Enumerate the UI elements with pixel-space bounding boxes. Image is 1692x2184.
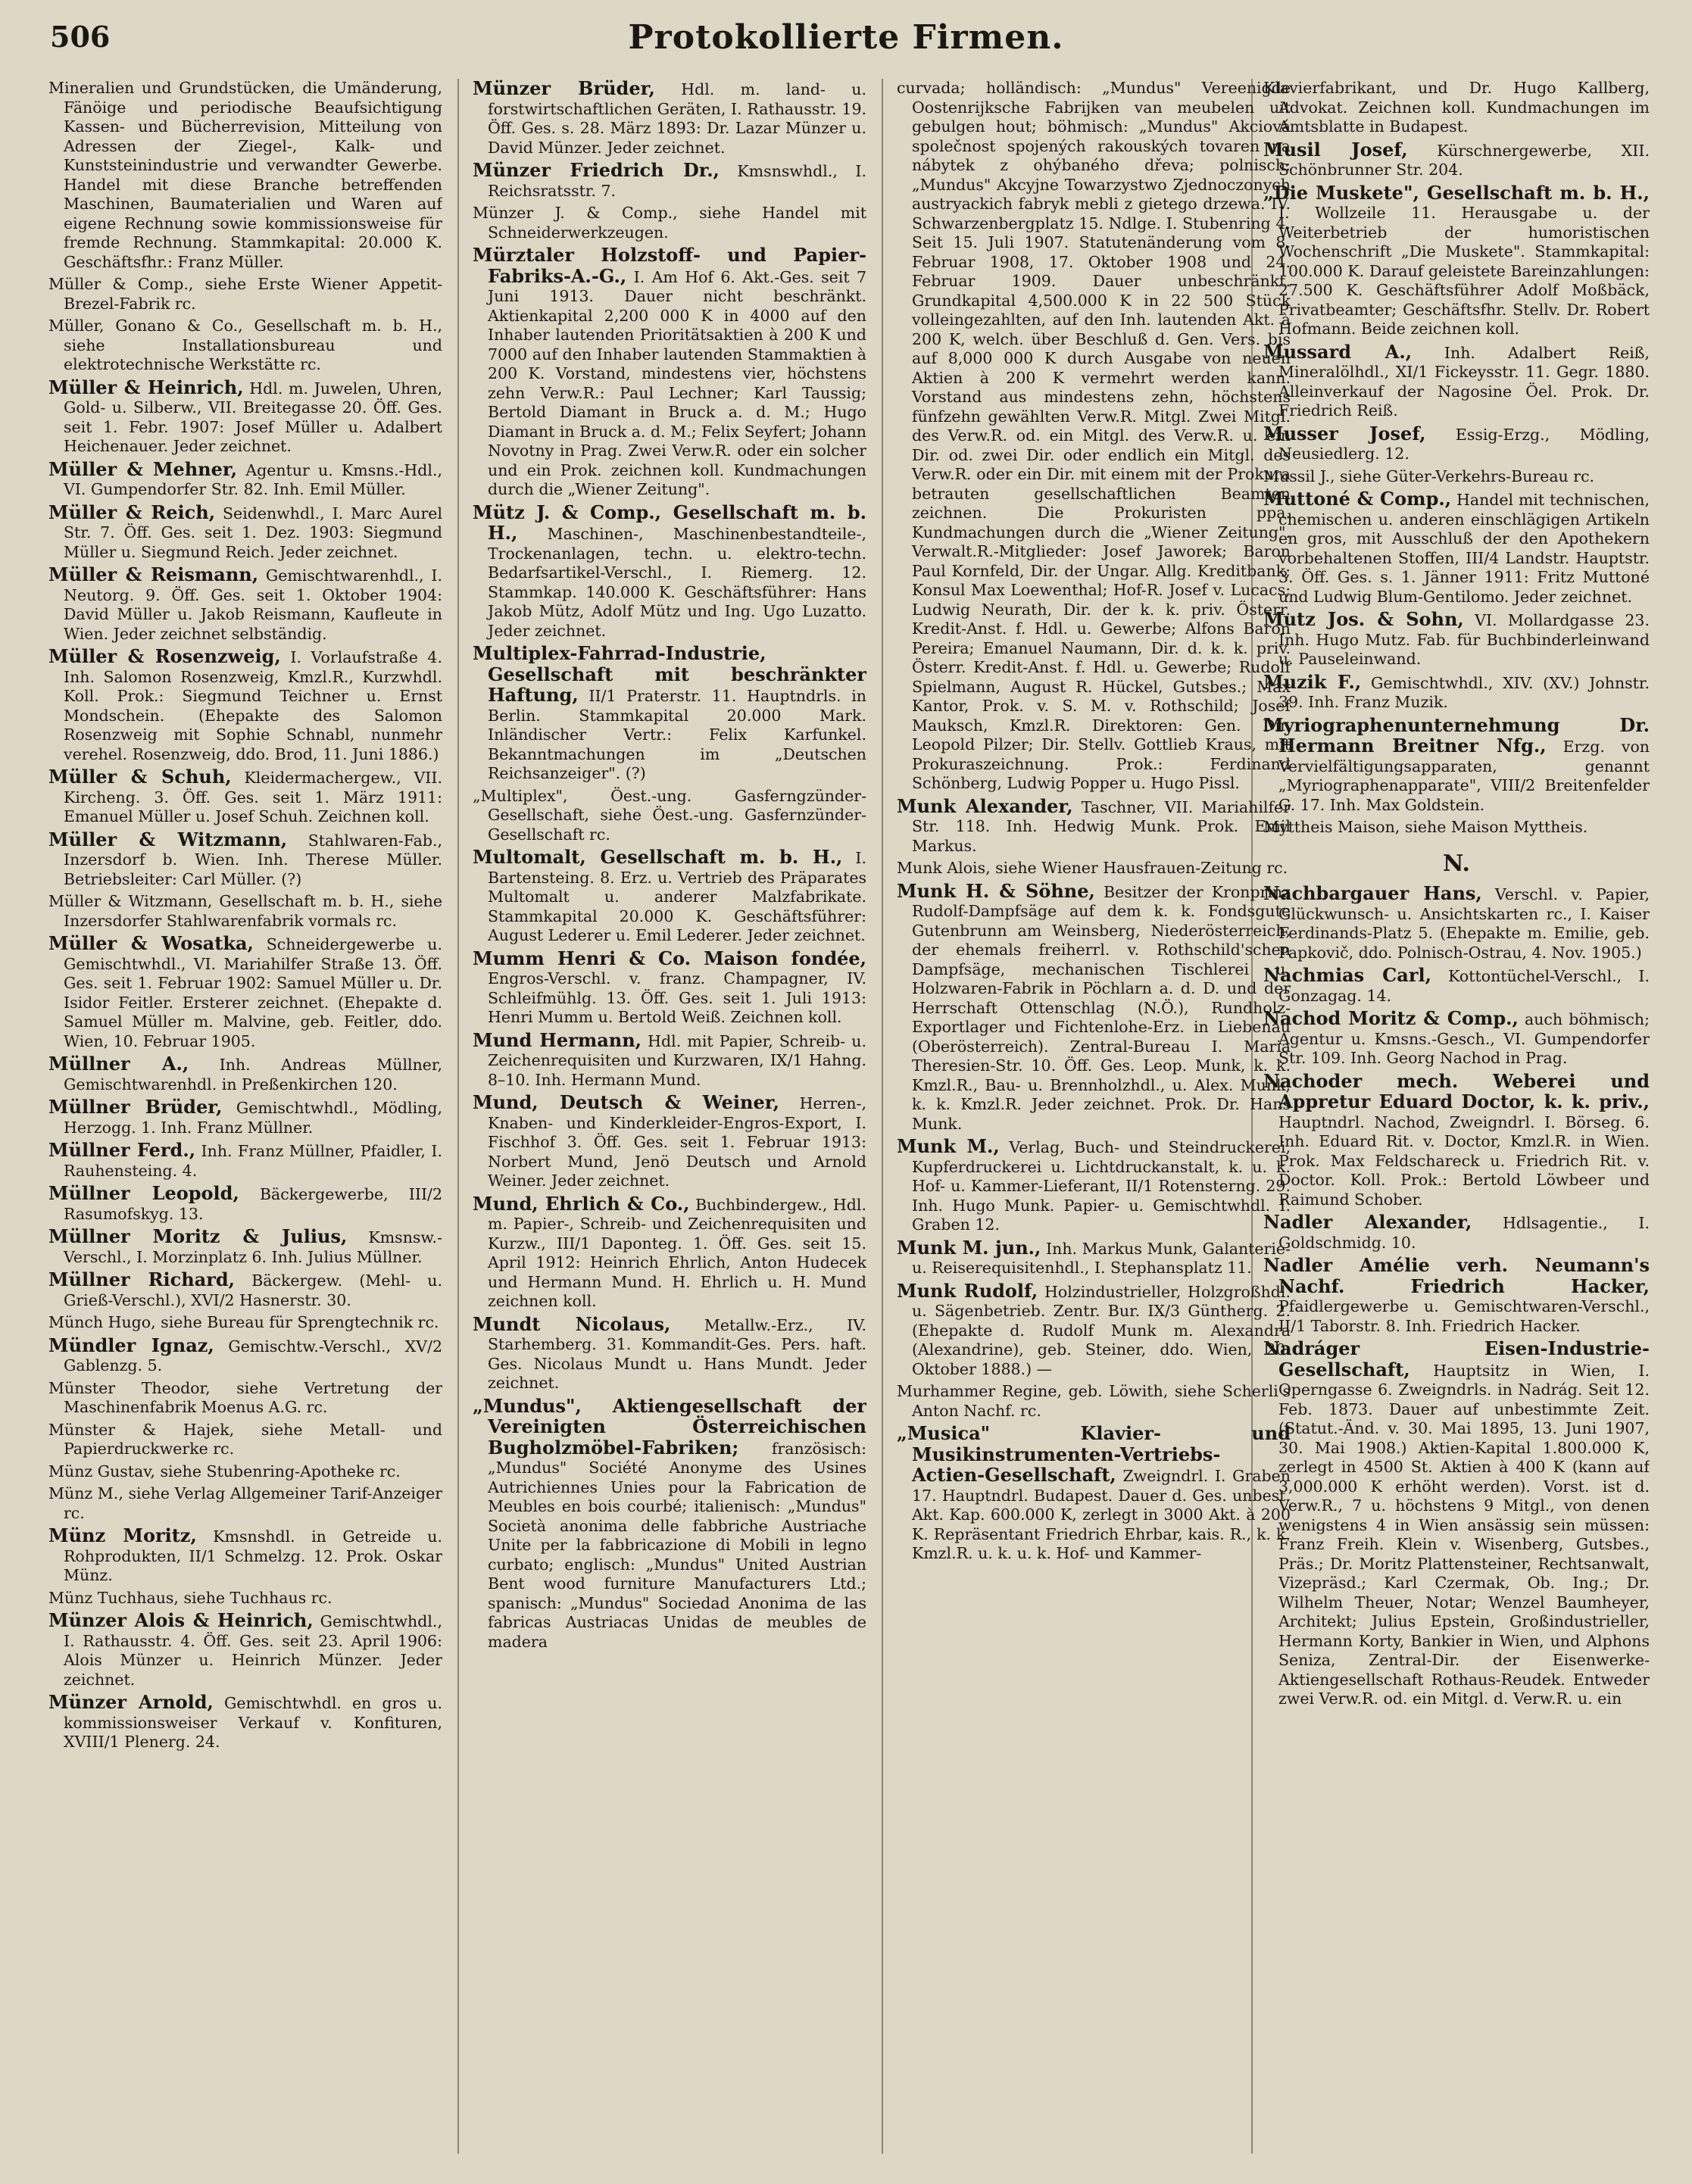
column-divider — [457, 79, 459, 2154]
firm-name: Muttoné & Comp., — [1263, 488, 1452, 510]
directory-entry — [48, 378, 442, 457]
directory-entry — [897, 881, 1291, 1134]
firm-name: Multiplex-Fahrrad-Industrie, Gesellschaft mit beschränkter Haftung, — [473, 642, 866, 706]
firm-name: Munk M., — [897, 1135, 1000, 1157]
entry-text: Mineralien und Grundstücken, die Umänderung, Fänöige und periodische Beaufsichtigung Kassen- und Bücherrevision, Mitteilung von Adressen der Ziegel-, Kalk- und Kunststeinindustrie und verwandter Gewerbe. Handel mit diese Branche betreffenden Maschinen, Baumaterialien und Waren auf eigene Rechnung sowie kommissionsweise für fremde Rechnung. Stammkapital: 20.000 K. Geschäftsfhr.: Franz Müller. — [48, 79, 442, 271]
entry-text: Engros-Verschl. v. franz. Champagner, IV. Schleifmühlg. 13. Öff. Ges. seit 1. Juli 1913: Henri Mumm u. Bertold Weiß. Zeichnen koll. — [488, 969, 866, 1026]
entry-text: Hauptndrl. Nachod, Zweigndrl. I. Börseg. 6. Inh. Eduard Rit. v. Doctor, Kmzl.R. in Wien. Prok. Max Feldschareck u. Friedrich Rit. v. Doctor. Koll. Prok.: Bertold Löwbeer und Raimund Schober. — [1278, 1112, 1650, 1209]
directory-entry — [48, 1421, 442, 1459]
directory-entry — [1263, 342, 1650, 421]
directory-entry — [1263, 966, 1650, 1006]
entry-text: Verlag, Buch- und Steindruckerei, Kupferdruckerei u. Lichtdruckanstalt, k. u. k. Hof- u. Kammer-Lieferant, II/1 Rotensterng. 29. Inh. Hugo Munk. Papier- u. Gemischtwhdl. I. Graben 12. — [912, 1138, 1291, 1234]
entry-text: Munk Alois, siehe Wiener Hausfrauen-Zeitung rc. — [897, 859, 1288, 877]
directory-entry — [1263, 424, 1650, 464]
directory-entry — [473, 204, 866, 242]
directory-entry — [473, 1396, 866, 1652]
entry-text: Müller & Witzmann, Gesellschaft m. b. H., siehe Inzersdorfer Stahlwarenfabrik vormals rc. — [48, 892, 442, 930]
firm-name: Müllner Moritz & Julius, — [48, 1225, 348, 1247]
entry-text: Murhammer Regine, geb. Löwith, siehe Scherli's Anton Nachf. rc. — [897, 1382, 1291, 1420]
entry-text: Hdl. m. Juwelen, Uhren, Gold- u. Silberw., VII. Breitegasse 20. Öff. Ges. seit 1. Febr. 1907: Josef Müller u. Adalbert Heichenauer. Jeder zeichnet. — [64, 379, 442, 455]
page-title: Protokollierte Firmen. — [628, 18, 1064, 57]
firm-name: Mund, Deutsch & Weiner, — [473, 1091, 780, 1113]
firm-name: „Mundus", Aktiengesellschaft der Vereinigten Österreichischen Bugholzmöbel-Fabriken; — [473, 1394, 866, 1459]
entry-text: Münz Tuchhaus, siehe Tuchhaus rc. — [48, 1588, 332, 1607]
firm-name: Müller & Rosenzweig, — [48, 645, 281, 667]
entry-text: Pfaidlergewerbe u. Gemischtwaren-Verschl., II/1 Taborstr. 8. Inh. Friedrich Hacker. — [1278, 1297, 1650, 1335]
firm-name: Mutz Jos. & Sohn, — [1263, 608, 1464, 630]
directory-entry — [48, 830, 442, 890]
directory-entry — [48, 1313, 442, 1333]
firm-name: Myriographenunternehmung Dr. Hermann Breitner Nfg., — [1263, 713, 1650, 757]
directory-entry — [473, 1194, 866, 1312]
entry-text: Münz Gustav, siehe Stubenring-Apotheke rc. — [48, 1462, 401, 1480]
directory-entry — [473, 79, 866, 158]
directory-entry — [48, 647, 442, 764]
firm-name: Münzer Arnold, — [48, 1691, 214, 1713]
firm-name: Mundt Nicolaus, — [473, 1312, 671, 1335]
entry-text: Gemischtwhdl. en gros u. kommissionsweiser Verkauf v. Konfituren, XVIII/1 Plenerg. 24. — [64, 1694, 442, 1751]
directory-entry — [1263, 467, 1650, 487]
firm-name: Mürztaler Holzstoff- und Papier-Fabriks-A.-G., — [473, 244, 866, 287]
directory-entry — [1263, 713, 1650, 816]
directory-entry — [48, 79, 442, 272]
entry-text: Münster Theodor, siehe Vertretung der Maschinenfabrik Moenus A.G. rc. — [48, 1378, 442, 1416]
directory-entry — [1263, 1339, 1650, 1709]
entry-text: Klavierfabrikant, und Dr. Hugo Kallberg, Advokat. Zeichnen koll. Kundmachungen im Amtsblatte in Budapest. — [1263, 79, 1650, 136]
entry-text: Müller, Gonano & Co., Gesellschaft m. b. H., siehe Installationsbureau und elektrotechnische Werkstätte rc. — [48, 317, 442, 373]
entry-text: Kottontüchel-Verschl., I. Gonzagag. 14. — [1278, 967, 1650, 1005]
directory-entry — [48, 457, 442, 500]
directory-entry — [897, 79, 1291, 794]
directory-entry — [1263, 140, 1650, 180]
directory-entry — [1263, 610, 1650, 669]
directory-entry — [473, 1093, 866, 1191]
entry-text: Buchbindergew., Hdl. m. Papier-, Schreib- und Zeichenrequisiten und Kurzw., III/1 Daponteg. 1. Öff. Ges. seit 15. April 1912: Heinrich Ehrlich, Anton Hudecek und Hermann Mund. H. Ehrlich u. H. Mund zeichnen koll. — [488, 1195, 866, 1310]
entry-text: Hdl. m. land- u. forstwirtschaftlichen Geräten, I. Rathausstr. 19. Öff. Ges. s. 28. März 1893: Dr. Lazar Münzer u. David Münzer. Jeder zeichnet. — [488, 80, 866, 157]
entry-text: Münzer J. & Comp., siehe Handel mit Schneiderwerkzeugen. — [473, 204, 866, 242]
firm-name: Müllner Richard, — [48, 1268, 236, 1290]
directory-entry — [1263, 79, 1650, 137]
entry-text: Kleidermachergew., VII. Kircheng. 3. Öff. Ges. seit 1. März 1911: Emanuel Müller u. Josef Schuh. Zeichnen koll. — [64, 769, 442, 825]
entry-text: Gemischtwarenhdl., I. Neutorg. 9. Öff. Ges. seit 1. Oktober 1904: David Müller u. Jakob Reismann, Kaufleute in Wien. Jeder zeichnet selbständig. — [64, 566, 442, 643]
section-heading: N. — [1443, 850, 1470, 877]
directory-entry — [897, 794, 1291, 856]
entry-text: Herren-, Knaben- und Kinderkleider-Engros-Export, I. Fischhof 3. Öff. Ges. seit 1. Februar 1913: Norbert Mund, Jenö Deutsch und Arnold Weiner. Jeder zeichnet. — [488, 1094, 866, 1190]
entry-text: Hdlsagentie., I. Goldschmidg. 10. — [1278, 1214, 1650, 1252]
entry-text: I. Bartensteing. 8. Erz. u. Vertrieb des Präparates Multomalt u. anderer Malzfabrikate. Stammkapital 20.000 K. Geschäftsführer: August Lederer u. Emil Lederer. Jeder zeichnet. — [488, 849, 866, 944]
firm-name: Münzer Friedrich Dr., — [473, 159, 720, 181]
directory-entry — [48, 1097, 442, 1137]
firm-name: Nachbargauer Hans, — [1263, 882, 1482, 904]
entry-text: Bäckergew. (Mehl- u. Grieß-Verschl.), XVI/2 Hasnerstr. 30. — [64, 1271, 442, 1309]
firm-name: Nachmias Carl, — [1263, 964, 1431, 986]
firm-name: Mund Hermann, — [473, 1028, 642, 1051]
firm-name: Munk M. jun., — [897, 1236, 1041, 1259]
directory-entry — [897, 1281, 1291, 1380]
directory-entry — [897, 1424, 1291, 1564]
firm-name: Müllner Leopold, — [48, 1182, 239, 1204]
firm-name: Mündler Ignaz, — [48, 1334, 214, 1356]
entry-text: französisch: „Mundus" Société Anonyme des Usines Autrichiennes Unies pour la Fabrication de Meubles en bois courbé; italienisch: „Mundus" Società anonima delle fabbriche Austriache Unite per la fabbricazione di Mobili in legno curbato; englisch: „Mundus" United Austrian Bent wood furniture Manufacturers Ltd.; spanisch: „Mundus" Sociedad Anonima de las fabricas Austriacas Unidas de meubles de madera — [488, 1439, 866, 1651]
directory-entry — [473, 503, 866, 641]
directory-entry — [1263, 672, 1650, 713]
directory-entry — [897, 859, 1291, 878]
entry-text: Bäckergewerbe, III/2 Rasumofskyg. 13. — [64, 1185, 442, 1223]
entry-text: Zweigndrl. I. Graben 17. Hauptndrl. Budapest. Dauer d. Ges. unbest. Akt. Kap. 600.000 K, zerlegt in 3000 Akt. à 200 K. Repräsentant Friedrich Ehrbar, kais. R., k. k. Kmzl.R. u. k. u. k. Hof- und Kammer- — [912, 1467, 1291, 1562]
entry-text: Taschner, VII. Mariahilfer Str. 118. Inh. Hedwig Munk. Prok. Emil Markus. — [912, 797, 1291, 855]
entry-text: Metallw.-Erz., IV. Starhemberg. 31. Kommandit-Ges. Pers. haft. Ges. Nicolaus Mundt u. Hans Mundt. Jeder zeichnet. — [488, 1315, 866, 1392]
firm-name: Mund, Ehrlich & Co., — [473, 1192, 690, 1215]
directory-entry — [473, 245, 866, 500]
entry-text: Handel mit technischen, chemischen u. anderen einschlägigen Artikeln en gros, mit Ausschluß der den Apothekern vorbehaltenen Stoffen, III/4 Landstr. Hauptstr. 3. Öff. Ges. s. 1. Jänner 1911: Fritz Muttoné und Ludwig Blum-Gentilomo. Jeder zeichnet. — [1278, 491, 1650, 606]
firm-name: Müllner Ferd., — [48, 1139, 196, 1161]
firm-name: Nadráger Eisen-Industrie-Gesellschaft, — [1263, 1337, 1650, 1381]
firm-name: Münzer Alois & Heinrich, — [48, 1609, 314, 1631]
directory-entry — [48, 1462, 442, 1482]
firm-name: Müllner A., — [48, 1053, 189, 1075]
entry-text: Schneidergewerbe u. Gemischtwhdl., VI. Mariahilfer Straße 13. Öff. Ges. seit 1. Februar 1902: Samuel Müller u. Dr. Isidor Feitler. Ersterer zeichnet. (Ehepakte d. Samuel Müller m. Malvine, geb. Feitler, ddo. Wien, 10. Februar 1905. — [64, 935, 442, 1050]
directory-entry — [1263, 489, 1650, 607]
directory-entry — [48, 317, 442, 375]
entry-text: Mussil J., siehe Güter-Verkehrs-Bureau rc. — [1263, 466, 1595, 485]
entry-text: Kürschnergewerbe, XII. Schönbrunner Str. 204. — [1278, 141, 1650, 179]
directory-entry — [1263, 1256, 1650, 1336]
directory-entry — [48, 1227, 442, 1267]
firm-name: Mütz J. & Comp., Gesellschaft m. b. H., — [473, 501, 866, 544]
firm-name: Nachoder mech. Weberei und Appretur Eduard Doctor, k. k. priv., — [1263, 1069, 1650, 1112]
firm-name: Müller & Wosatka, — [48, 932, 254, 954]
entry-text: Gemischtwhdl., Mödling, Herzogg. 1. Inh. Franz Müllner. — [64, 1099, 442, 1137]
directory-entry — [48, 1054, 442, 1094]
firm-name: Mussard A., — [1263, 340, 1413, 363]
directory-entry — [48, 1336, 442, 1376]
directory-entry — [1263, 1069, 1650, 1210]
entry-text: Inh. Franz Müllner, Pfaidler, I. Rauhensteing. 4. — [64, 1142, 442, 1180]
firm-name: Müller & Reich, — [48, 501, 216, 523]
firm-name: Münzer Brüder, — [473, 79, 655, 99]
directory-entry — [473, 949, 866, 1028]
column-4 — [1263, 79, 1650, 2169]
directory-entry — [48, 1526, 442, 1586]
firm-name: Müller & Reismann, — [48, 563, 259, 585]
entry-text: Agentur u. Kmsns.-Hdl., VI. Gumpendorfer Str. 82. Inh. Emil Müller. — [64, 460, 442, 498]
directory-entry — [48, 503, 442, 563]
entry-text: Seidenwhdl., I. Marc Aurel Str. 7. Öff. Ges. seit 1. Dez. 1903: Siegmund Müller u. Siegmund Reich. Jeder zeichnet. — [64, 504, 442, 561]
entry-text: Gemischtw.-Verschl., XV/2 Gablenzg. 5. — [64, 1337, 442, 1374]
entry-text: Essig-Erzg., Mödling, Neusiedlerg. 12. — [1278, 425, 1650, 463]
directory-entry — [1263, 183, 1650, 339]
firm-name: Munk Alexander, — [897, 794, 1073, 817]
entry-text: Erzg. von Vervielfältigungsapparaten, genannt „Myriographenapparate", VIII/2 Breitenfelder G. 17. Inh. Max Goldstein. — [1278, 738, 1650, 814]
entry-text: Holzindustrieller, Holzgroßhdl. u. Sägenbetrieb. Zentr. Bur. IX/3 Güntherg. 2. (Ehepakte d. Rudolf Munk m. Alexandra (Alexandrine), geb. Steiner, ddo. Wien, 20. Oktober 1888.) — — [912, 1282, 1291, 1378]
firm-name: Munk H. & Söhne, — [897, 879, 1095, 902]
directory-entry — [48, 1693, 442, 1752]
entry-text: Müller & Comp., siehe Erste Wiener Appetit-Brezel-Fabrik rc. — [48, 275, 442, 313]
directory-entry — [48, 1270, 442, 1310]
directory-entry — [48, 1484, 442, 1523]
page-number: 506 — [50, 20, 111, 54]
entry-text: auch böhmisch; Agentur u. Kmsns.-Gesch., VI. Gumpendorfer Str. 109. Inh. Georg Nachod in Prag. — [1278, 1010, 1650, 1067]
firm-name: Müllner Brüder, — [48, 1096, 223, 1118]
firm-name: Multomalt, Gesellschaft m. b. H., — [473, 846, 843, 868]
directory-entry — [1263, 1009, 1650, 1069]
entry-text: VI. Mollardgasse 23. Inh. Hugo Mutz. Fab. für Buchbinderleinwand u. Pauseleinwand. — [1278, 611, 1650, 668]
column-divider — [882, 79, 883, 2154]
directory-entry — [48, 934, 442, 1051]
firm-name: Münz Moritz, — [48, 1524, 197, 1546]
entry-text: Münz M., siehe Verlag Allgemeiner Tarif-Anzeiger rc. — [48, 1484, 442, 1522]
directory-entry — [48, 275, 442, 314]
entry-text: Inh. Andreas Müllner, Gemischtwarenhdl. in Preßenkirchen 120. — [64, 1056, 442, 1094]
entry-text: Kmsnshdl. in Getreide u. Rohprodukten, II/1 Schmelzg. 12. Prok. Oskar Münz. — [64, 1527, 442, 1584]
entry-text: Kmsnsw.-Verschl., I. Morzinplatz 6. Inh. Julius Müllner. — [64, 1228, 442, 1266]
entry-text: Inh. Markus Munk, Galanterie- u. Reiserequisitenhdl., I. Stephansplatz 11. — [912, 1239, 1291, 1277]
firm-name: Müller & Mehner, — [48, 457, 238, 480]
directory-entry — [473, 1312, 866, 1393]
firm-name: Müller & Witzmann, — [48, 828, 288, 850]
directory-entry — [48, 767, 442, 827]
entry-text: Inh. Adalbert Reiß, Mineralölhdl., XI/1 Fickeysstr. 11. Gegr. 1880. Alleinverkauf der Nagosine Öel. Prok. Dr. Friedrich Reiß. — [1278, 343, 1650, 420]
entry-text: curvada; holländisch: „Mundus" Vereenigde Oostenrijksche Fabrijken van meubelen uit gebulgen hout; böhmisch: „Mundus" Akciová společnost spojených rakouských tovaren na nábytek z ohýbaného dřeva; polnisch: „Mundus" Akcyjne Towarzystwo Zjednoczonych austryackich fabryk mebli z gietego drzewa. IV. Schwarzenbergplatz 15. Ndlge. I. Stubenring 4. Seit 15. Juli 1907. Statutenänderung vom 8. Februar 1908, 17. Oktober 1908 und 24. Februar 1909. Dauer unbeschränkt. Grundkapital 4,500.000 K in 22 500 Stück volleingezahlten, auf den Inh. lautenden Akt. à 200 K, welch. über Beschluß d. Gen. Vers. bis auf 8,000 000 K durch Ausgabe von neuen Aktien à 200 K vermehrt werden kann. Vorstand aus mindestens zehn, höchstens fünfzehn gewählten Verw.R. Mitgl. Zwei Mitgl. des Verw.R. od. ein Mitgl. des Verw.R. u. ein Dir. od. zwei Dir. oder endlich ein Mitgl. des Verw.R. oder ein Dir. mit einem mit der Prokura betrauten gesellschaftlichen Beamten zeichnen. Die Prokuristen ppa. Kundmachungen durch die „Wiener Zeitung". Verwalt.R.-Mitglieder: Josef Jaworek; Baron Paul Kornfeld, Dir. der Ungar. Allg. Kreditbank; Konsul Max Loewenthal; Hof-R. Josef v. Lucacs; Ludwig Neurath, Dir. der k. k. priv. Österr. Kredit-Anst. f. Hdl. u. Gewerbe; Alfons Baron Pereira; Emanuel Naumann, Dir. d. k. k. priv. Österr. Kredit-Anst. f. Hdl. u. Gewerbe; Rudolf Spielmann, August R. Hückel, Gutsbes.; Max Kantor, Prok. v. S. M. v. Rothschild; Josef Mauksch, Kmzl.R. Direktoren: Gen. Dir. Leopold Pilzer; Dir. Stellv. Gottlieb Kraus, mit Prokuraszeichnung. Prok.: Ferdinand Schönberg, Ludwig Popper u. Hugo Pissl. — [897, 79, 1291, 792]
directory-entry — [48, 1184, 442, 1224]
entry-text: II/1 Praterstr. 11. Hauptndrls. in Berlin. Stammkapital 20.000 Mark. Inländischer Vertr.: Felix Karfunkel. Bekanntmachungen im „Deutschen Reichsanzeiger". (?) — [488, 687, 866, 782]
directory-entry — [897, 1238, 1291, 1278]
firm-name: Nadler Alexander, — [1263, 1211, 1472, 1233]
directory-entry — [897, 1382, 1291, 1421]
directory-entry — [48, 1379, 442, 1418]
entry-text: Münch Hugo, siehe Bureau für Sprengtechnik rc. — [48, 1313, 439, 1331]
firm-name: Musil Josef, — [1263, 138, 1408, 161]
firm-name: Musser Josef, — [1263, 422, 1426, 445]
directory-entry — [473, 644, 866, 784]
directory-entry — [473, 161, 866, 201]
firm-name: Nadler Amélie verh. Neumann's Nachf. Friedrich Hacker, — [1263, 1254, 1650, 1297]
column-2 — [473, 79, 866, 2169]
entry-text: I. Am Hof 6. Akt.-Ges. seit 7 Juni 1913. Dauer nicht beschränkt. Aktienkapital 2,200 000 K in 4000 auf den Inhaber lautenden Prioritätsaktien à 200 K und 7000 auf den Inhaber lautenden Stammaktien à 200 K. Vorstand, mindestens vier, höchstens zehn Verw.R.: Paul Lechner; Karl Taussig; Bertold Diamant in Bruck a. d. M.; Hugo Diamant in Bruck a. d. M.; Felix Seyfert; Johann Novotny in Prag. Zwei Verw.R. oder ein solcher und ein Prok. zeichnen koll. Kundmachungen durch die „Wiener Zeitung". — [488, 267, 866, 498]
firm-name: „Musica" Klavier- und Musikinstrumenten-Vertriebs-Actien-Gesellschaft, — [897, 1422, 1291, 1486]
firm-name: Munk Rudolf, — [897, 1279, 1038, 1302]
entry-text: Myttheis Maison, siehe Maison Myttheis. — [1263, 818, 1588, 836]
entry-text: Gemischtwhdl., I. Rathausstr. 4. Öff. Ges. seit 23. April 1906: Alois Münzer u. Heinrich Münzer. Jeder zeichnet. — [64, 1612, 442, 1689]
directory-entry — [897, 1137, 1291, 1235]
entry-text: Hdl. mit Papier, Schreib- u. Zeichenrequisiten und Kurzwaren, IX/1 Hahng. 8–10. Inh. Hermann Mund. — [488, 1031, 866, 1089]
column-1 — [48, 79, 442, 2169]
directory-entry — [1263, 818, 1650, 838]
firm-name: „Die Muskete", Gesellschaft m. b. H., — [1263, 181, 1650, 204]
entry-text: Maschinen-, Maschinenbestandteile-, Trockenanlagen, techn. u. elektro-techn. Bedarfsartikel-Verschl., I. Riemerg. 12. Stammkap. 140.000 K. Geschäftsführer: Hans Jakob Mütz, Adolf Mütz und Ing. Ugo Luzatto. Jeder zeichnet. — [488, 525, 866, 640]
entry-text: „Multiplex", Öest.-ung. Gasferngzünder-Gesellschaft, siehe Öest.-ung. Gasfernzünder-Gesellschaft rc. — [473, 786, 866, 844]
directory-entry — [1263, 884, 1650, 963]
entry-text: Münster & Hajek, siehe Metall- und Papierdruckwerke rc. — [48, 1420, 442, 1458]
entry-text: Kmsnswhdl., I. Reichsratsstr. 7. — [488, 162, 866, 200]
firm-name: Muzik F., — [1263, 670, 1362, 693]
entry-text: Verschl. v. Papier, Glückwunsch- u. Ansichtskarten rc., I. Kaiser Ferdinands-Platz 5. (Ehepakte m. Emilie, geb. Papkovič, ddo. Polnisch-Ostrau, 4. Nov. 1905.) — [1278, 885, 1650, 962]
directory-entry — [48, 1589, 442, 1608]
firm-name: Nachod Moritz & Comp., — [1263, 1007, 1519, 1029]
entry-text: Gemischtwhdl., XIV. (XV.) Johnstr. 39. Inh. Franz Muzik. — [1278, 673, 1650, 711]
directory-entry — [48, 1611, 442, 1689]
entry-text: Stahlwaren-Fab., Inzersdorf b. Wien. Inh. Therese Müller. Betriebsleiter: Carl Müller. (?) — [64, 831, 442, 888]
entry-text: I. Wollzeile 11. Herausgabe u. der Weiterbetrieb der humoristischen Wochenschrift „Die Muskete". Stammkapital: 100.000 K. Darauf geleistete Bareinzahlungen: 27.500 K. Geschäftsführer Adolf Moßbäck, Privatbeamter; Geschäftsfhr. Stellv. Dr. Robert Hofmann. Beide zeichnen koll. — [1278, 204, 1650, 338]
firm-name: Mumm Henri & Co. Maison fondée, — [473, 947, 866, 969]
directory-entry — [48, 1140, 442, 1181]
directory-entry — [48, 892, 442, 931]
entry-text: Hauptsitz in Wien, I. Operngasse 6. Zweigndrls. in Nadrág. Seit 12. Feb. 1873. Dauer auf unbestimmte Zeit. (Statut.-Änd. v. 30. Mai 1895, 13. Juni 1907, 30. Mai 1908.) Aktien-Kapital 1.800.000 K, zerlegt in 4500 St. Aktien à 400 K (kann auf 3,000.000 K erhöht werden). Vorst. ist d. Verw.R., 7 u. höchstens 9 Mitgl., von denen wenigstens 4 in Wien ansässig sein müssen: Franz Freih. Klein v. Wisenberg, Gutsbes., Präs.; Dr. Moritz Plattensteiner, Rechtsanwalt, Vizepräsd.; Karl Czermak, Ob. Ing.; Dr. Wilhelm Theuer, Notar; Wenzel Baumheyer, Architekt; Julius Epstein, Großindustrieller, Hermann Korty, Bankier in Wien, und Alphons Seniza, Zentral-Dir. der Eisenwerke-Aktiengesellschaft Rothaus-Reudek. Entweder zwei Verw.R. od. ein Mitgl. d. Verw.R. u. ein — [1278, 1361, 1650, 1708]
entry-text: Besitzer der Kronprinz Rudolf-Dampfsäge auf dem k. k. Fondsgute Gutenbrunn am Weinsberg, Niederösterreich, der ehemals freiherrl. v. Rothschild'schen Dampfsäge, mechanischen Tischlerei u. Holzwaren-Fabrik in Pöchlarn a. d. D. und der Herrschaft Ottenschlag (N.Ö.), Rundholz-Exportlager und Fichtenlohe-Erz. in Liebenau (Oberösterreich). Zentral-Bureau I. Maria Theresien-Str. 10. Öff. Ges. Leop. Munk, k. k. Kmzl.R., Bau- u. Brennholzhdl., u. Alex. Munk, k. k. Kmzl.R. Jeder zeichnet. Prok. Dr. Hans Munk. — [912, 882, 1291, 1133]
directory-entry — [473, 787, 866, 845]
firm-name: Müller & Schuh, — [48, 766, 232, 788]
entry-text: I. Vorlaufstraße 4. Inh. Salomon Rosenzweig, Kmzl.R., Kurzwhdl. Koll. Prok.: Siegmund Teichner u. Ernst Mondschein. (Ehepakte des Salomon Rosenzweig mit Sophie Schnabl, nunmehr verehel. Rosenzweig, ddo. Brod, 11. Juni 1886.) — [64, 648, 442, 763]
directory-entry — [48, 565, 442, 644]
column-3 — [897, 79, 1291, 2169]
directory-entry — [473, 1028, 866, 1090]
firm-name: Müller & Heinrich, — [48, 376, 244, 398]
directory-entry — [1263, 1212, 1650, 1253]
directory-entry — [473, 847, 866, 946]
